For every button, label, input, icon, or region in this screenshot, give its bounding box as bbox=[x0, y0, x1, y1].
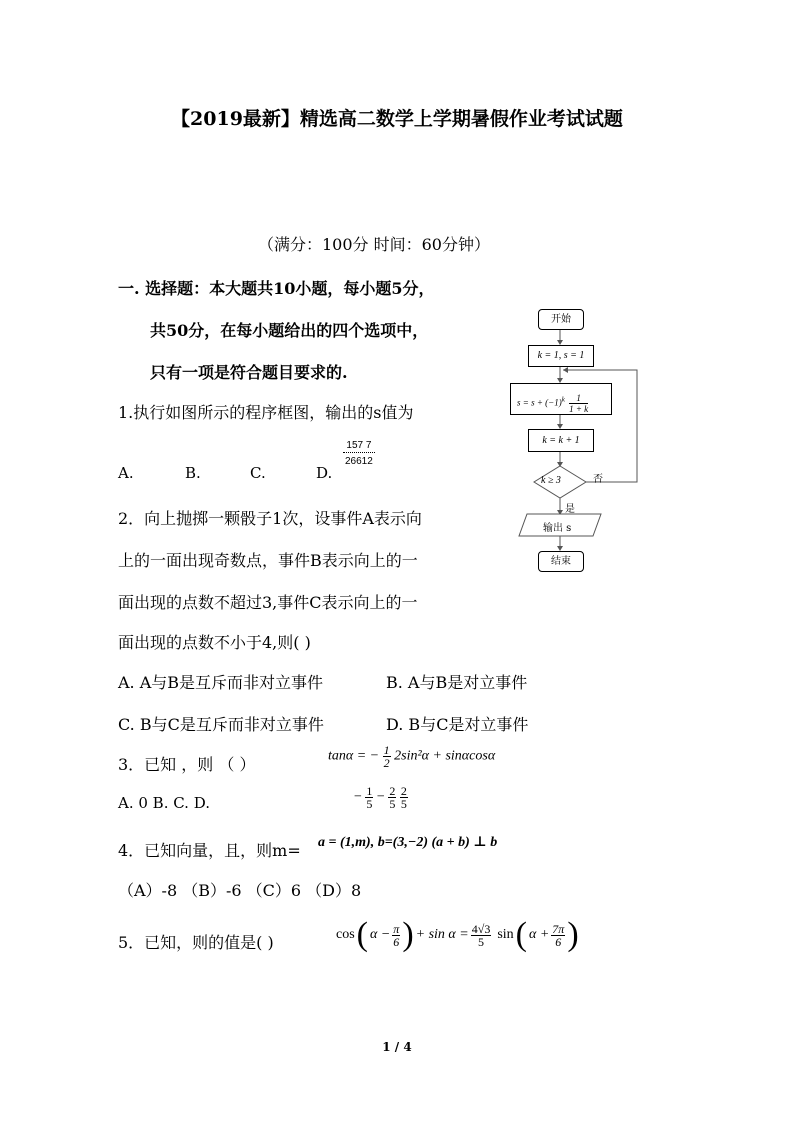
flowchart-start: 开始 bbox=[538, 309, 584, 330]
q2-option-a: A. A与B是互斥而非对立事件 bbox=[118, 673, 324, 692]
q3-val1-den: 5 bbox=[366, 797, 373, 811]
q5-six: 6 bbox=[393, 934, 400, 949]
page-number: 1 / 4 bbox=[382, 1040, 412, 1054]
q2-option-c: C. B与C是互斥而非对立事件 bbox=[118, 715, 324, 734]
flowchart-increment: k = k + 1 bbox=[528, 429, 594, 452]
q1-option-b: B. bbox=[185, 464, 201, 482]
q5-cos: cos bbox=[336, 927, 355, 942]
q2-option-d: D. B与C是对立事件 bbox=[386, 715, 529, 734]
q1-option-c: C. bbox=[250, 464, 266, 482]
q5-pi: π bbox=[393, 921, 400, 936]
q2-line3: 面出现的点数不超过3,事件C表示向上的一 bbox=[118, 593, 418, 612]
q2-option-b: B. A与B是对立事件 bbox=[386, 673, 528, 692]
assign-s-frac-den: 1 + k bbox=[569, 404, 589, 414]
q1-option-a: A. bbox=[118, 464, 134, 482]
q5-plus-sin: + sin α = bbox=[415, 927, 469, 942]
q3-expression: 2sin²α + sinαcosα bbox=[394, 748, 496, 764]
q3-stem: 3．已知 ，则 （ ） bbox=[118, 755, 256, 774]
q3-val1-num: 1 bbox=[366, 784, 373, 798]
q5-seven-pi: 7π bbox=[552, 921, 565, 936]
score-time-info: （满分：100分 时间：60分钟） bbox=[258, 235, 490, 254]
q5-math: cos ( α − $\frac{\pi}{6}$ ) + sin α = $\frac{4√3}{5}$ sin ( α + $\frac{7\pi}{6}$ ) bbox=[336, 916, 579, 953]
q3-val2-num: 2 bbox=[389, 784, 396, 798]
flowchart-assign-s bbox=[510, 383, 612, 415]
flowchart-no-label: 否 bbox=[593, 474, 603, 485]
q3-options: A. 0 B. C. D. bbox=[118, 794, 210, 812]
program-flowchart bbox=[505, 300, 655, 580]
q5-stem: 5．已知，则的值是( ) bbox=[118, 933, 274, 952]
q5-alpha-minus: α − bbox=[370, 927, 391, 942]
q2-line1: 2．向上抛掷一颗骰子1次，设事件A表示向 bbox=[118, 509, 422, 528]
q1-stem: 1.执行如图所示的程序框图，输出的s值为 bbox=[118, 403, 414, 422]
q1-option-d: D. bbox=[316, 464, 333, 482]
q5-sin: sin bbox=[497, 927, 514, 942]
section-heading-line2: 共50分，在每小题给出的四个选项中， bbox=[150, 321, 429, 340]
q4-stem: 4．已知向量，且，则m= bbox=[118, 841, 301, 860]
assign-s-frac-num: 1 bbox=[569, 393, 588, 404]
assign-s-fraction bbox=[569, 393, 588, 414]
q2-line4: 面出现的点数不小于4,则( ) bbox=[118, 633, 311, 652]
assign-s-exponent: k bbox=[561, 395, 565, 404]
q5-alpha-plus: α + bbox=[529, 927, 550, 942]
q3-half-fraction bbox=[383, 744, 391, 769]
q1-fraction bbox=[343, 440, 375, 468]
flowchart-end: 结束 bbox=[538, 551, 584, 572]
q4-options: （A）-8 （B）-6 （C）6 （D）8 bbox=[118, 881, 362, 900]
q3-tan-expr: tanα = − bbox=[328, 748, 380, 764]
q3-half-num: 1 bbox=[383, 743, 390, 757]
q3-half-den: 2 bbox=[383, 756, 390, 770]
flowchart-condition: k ≥ 3 bbox=[541, 475, 561, 486]
flowchart-yes-label: 是 bbox=[565, 504, 575, 515]
q3-val3-den: 5 bbox=[400, 797, 407, 811]
flowchart-output: 输出 s bbox=[543, 523, 572, 534]
q5-sqrt-den: 5 bbox=[478, 934, 485, 949]
assign-s-text: s = s + (−1) bbox=[517, 397, 562, 408]
page-title: 【2019最新】精选高二数学上学期暑假作业考试试题 bbox=[171, 108, 623, 130]
q5-sqrt-num: 4√3 bbox=[471, 921, 491, 936]
q4-math: a = (1,m), b=(3,−2) (a + b) ⊥ b bbox=[318, 835, 498, 850]
q3-math bbox=[328, 744, 495, 769]
section-heading-line1: 一. 选择题：本大题共10小题，每小题5分， bbox=[118, 279, 435, 298]
q3-option-values: − $\frac{1}{5}$ − $\frac{2}{5}$ $\frac{2}{5}$ bbox=[354, 784, 407, 811]
q3-val3-num: 2 bbox=[400, 784, 407, 798]
flowchart-init: k = 1, s = 1 bbox=[528, 345, 594, 367]
q5-six2: 6 bbox=[555, 934, 562, 949]
section-heading-line3: 只有一项是符合题目要求的. bbox=[150, 363, 348, 382]
q1-fraction-top: 157 7 bbox=[343, 440, 375, 453]
q3-val2-den: 5 bbox=[389, 797, 396, 811]
q2-line2: 上的一面出现奇数点，事件B表示向上的一 bbox=[118, 551, 418, 570]
q1-fraction-bottom: 26612 bbox=[345, 456, 373, 467]
